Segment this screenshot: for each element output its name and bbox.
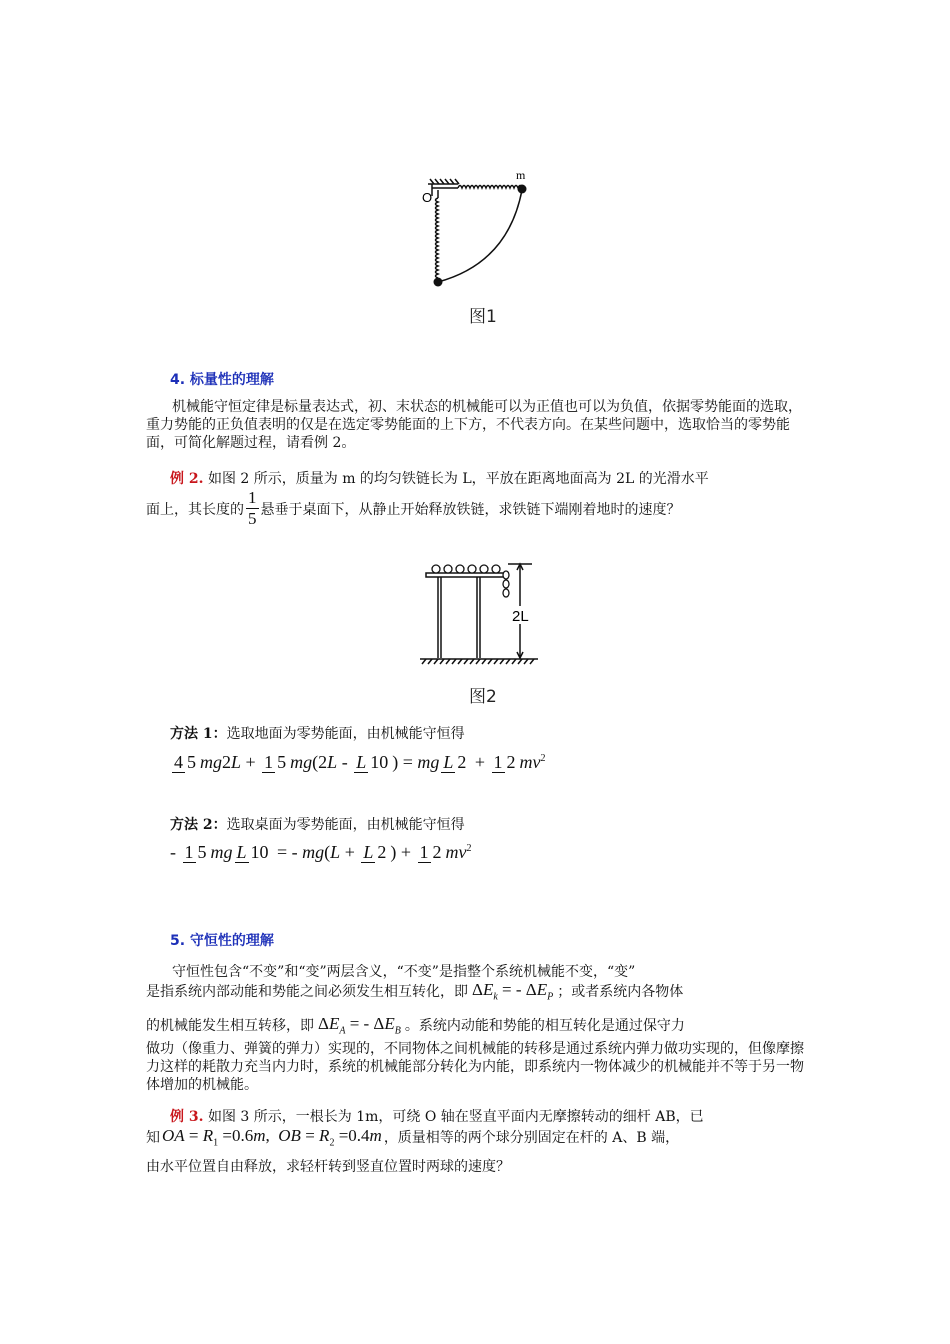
- example-2-label: 例 2.: [170, 471, 204, 487]
- fraction-one-fifth: $\frac{1}{5}$: [248, 488, 257, 528]
- formula-delta-ea: $\Delta E_A$ = - $\Delta E_B$: [318, 1014, 401, 1037]
- label-2l: 2L: [512, 608, 529, 625]
- figure-2-diagram: [420, 560, 540, 674]
- section-5-line-3: 的机械能发生相互转移，即 $\Delta E_A$ = - $\Delta E_B$ 。系统内动能和势能的相互转化是通过保守力: [146, 1014, 685, 1037]
- figure-2-caption: 图2: [469, 687, 497, 707]
- section-5-heading: 5. 守恒性的理解: [170, 933, 274, 949]
- example-2-line-2: 面上，其长度的 $\frac{1}{5}$ 悬垂于桌面下，从静止开始释放铁链，求铁链下端刚着地时的速度？: [146, 488, 681, 528]
- section-5-line-1: 守恒性包含“不变”和“变”两层含义，“不变”是指整个系统机械能不变，“变”: [172, 964, 636, 980]
- example-3-label: 例 3.: [170, 1109, 204, 1125]
- section-5-line-2: 是指系统内部动能和势能之间必须发生相互转化，即 $\Delta E_k$ = - $\Delta E_P$ ；或者系统内各物体: [146, 980, 684, 1003]
- method-1-line: 方法 1：选取地面为零势能面，由机械能守恒得: [170, 726, 465, 742]
- label-o: O: [422, 190, 433, 205]
- formula-delta-ek: $\Delta E_k$ = - $\Delta E_P$: [472, 980, 554, 1003]
- method-2-equation: - 1 5 mg L 10 = - mg ( L + L 2 ) + 1 2 $mv^2$: [170, 842, 472, 862]
- formula-oa-ob: OA = $R_1 =0.6m$, OB = $R_2 =0.4m$: [162, 1126, 382, 1149]
- section-5-paragraph-rest: 做功（像重力、弹簧的弹力）实现的，不同物体之间机械能的转移是通过系统内弹力做功实现的，但像摩擦力这样的耗散力充当内力时，系统的机械能部分转化为内能，即系统内一物体减少的机械能并不等于另一物体增加的机械能。: [146, 1041, 804, 1093]
- figure-1-caption: 图1: [469, 307, 497, 327]
- label-m: m: [516, 168, 526, 182]
- example-2-line-1: 例 2. 如图 2 所示，质量为 m 的均匀铁链长为 L，平放在距离地面高为 2L 的光滑水平: [170, 471, 709, 487]
- figure-1-diagram: [420, 168, 540, 292]
- method-1-equation: 4 5 mg 2 L + 1 5 mg (2 L - L 10 ) = mg L 2 + 1 2 $mv^2$: [174, 752, 546, 772]
- example-3-line-3: 由水平位置自由释放，求轻杆转到竖直位置时两球的速度？: [146, 1159, 510, 1175]
- section-4-paragraph: 机械能守恒定律是标量表达式，初、末状态的机械能可以为正值也可以为负值，依据零势能面的选取，重力势能的正负值表明的仅是在选定零势能面的上下方，不代表方向。在某些问题中，选取恰当的零势能面，可简化解题过程，请看例 2。: [146, 399, 802, 451]
- section-4-heading: 4. 标量性的理解: [170, 372, 274, 388]
- method-2-line: 方法 2：选取桌面为零势能面，由机械能守恒得: [170, 817, 465, 833]
- example-3-line-2: 知 OA = $R_1 =0.6m$, OB = $R_2 =0.4m$ ，质量相等的两个球分别固定在杆的 A、B 端，: [146, 1126, 680, 1149]
- example-3-line-1: 例 3. 如图 3 所示，一根长为 1m，可绕 O 轴在竖直平面内无摩擦转动的细杆 AB，已: [170, 1109, 704, 1125]
